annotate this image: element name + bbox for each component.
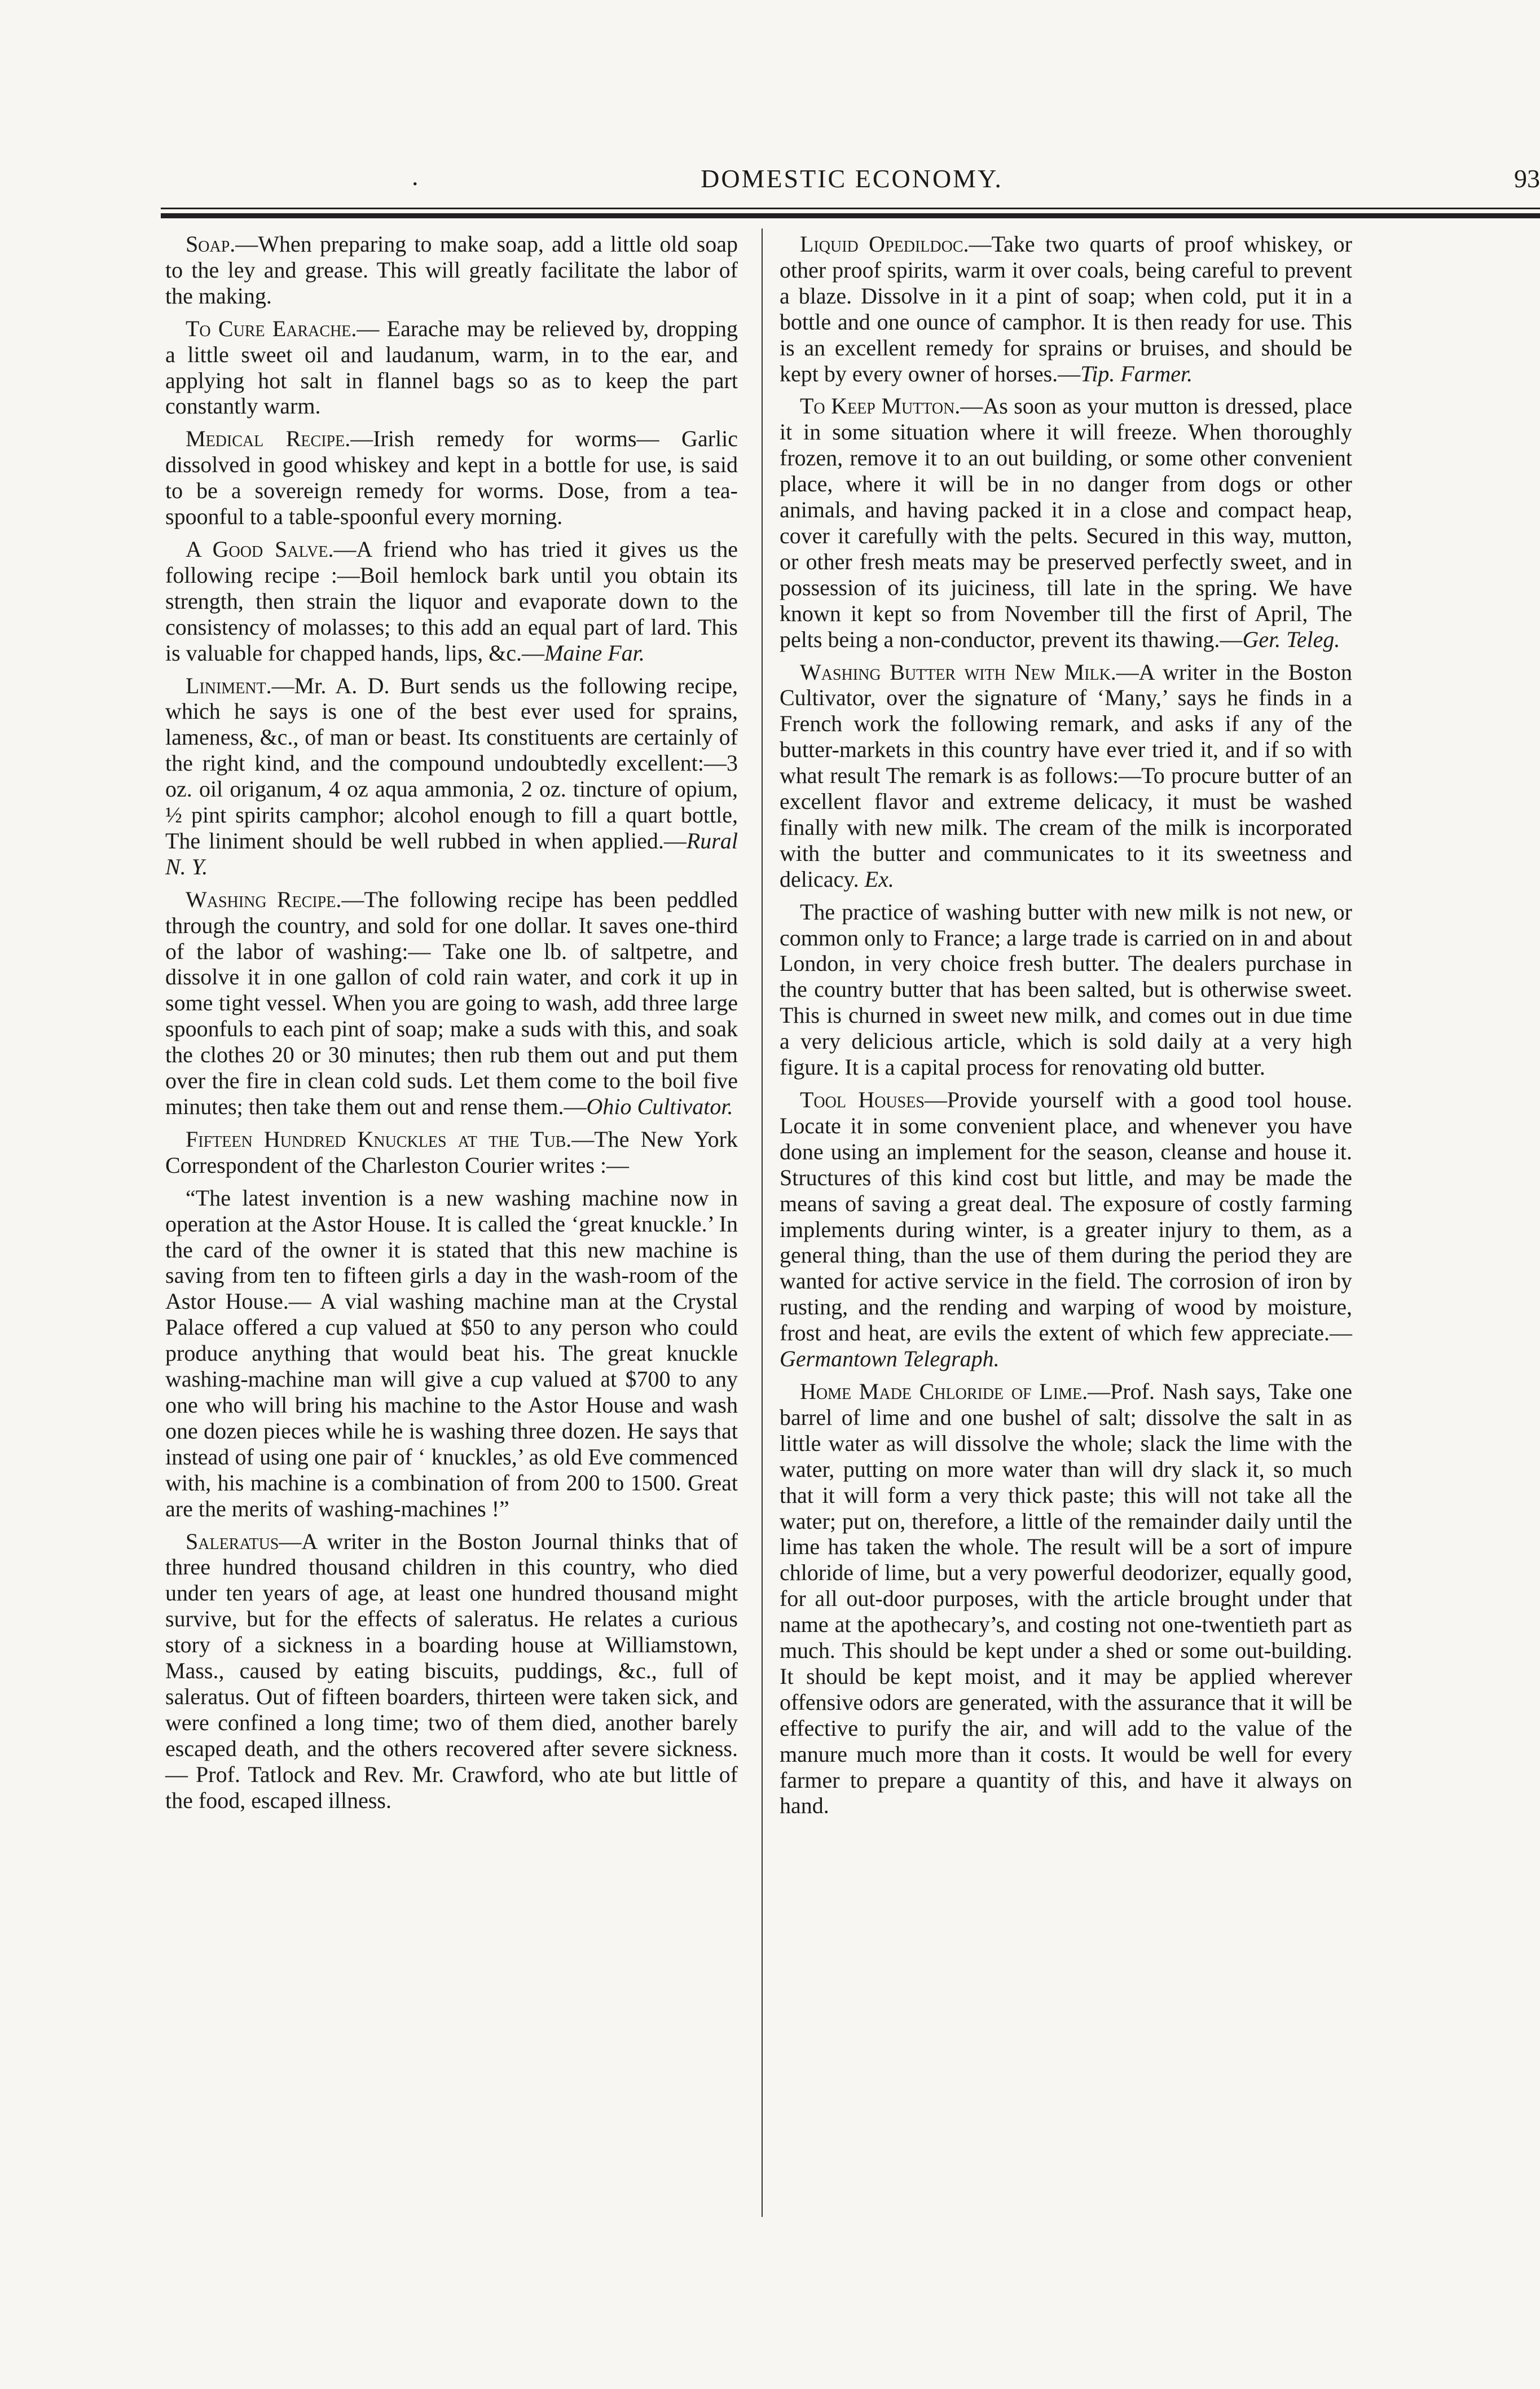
left-column [165, 231, 738, 1820]
article-body: —A writer in the Boston Cultivator, over the signature of ‘Many,’ says he finds in a French work the following remark, and asks if any of the butter-markets in this country have ever tried it, and if so with what result The remark is as follows:—To procure butter of an excellent flavor and extreme delicacy, it must be washed finally with new milk. The cream of the milk is incorporated with the butter and communicates to it its sweetness and delicacy. [780, 659, 1352, 892]
article-saleratus [165, 1529, 738, 1814]
header-dot: . [412, 162, 419, 191]
article-heading: To Keep Mutton. [800, 393, 961, 419]
article-body: “The latest invention is a new washing machine now in operation at the Astor House. It is called the ‘great knuckle.’ In the card of the owner it is stated that this new machine is saving from ten to fifteen girls a day in the wash-room of the Astor House.— A vial washing machine man at the Crystal Palace offered a cup valued at $50 to any person who could produce anything that would beat his. The great knuckle washing-machine man will give a cup valued at $700 to any one who will bring his machine to the Astor House and wash one dozen pieces while he is washing three dozen. He says that instead of using one pair of ‘ knuckles,’ as old Eve commenced with, his machine is a combination of from 200 to 1500. Great are the merits of washing-machines !” [165, 1185, 738, 1521]
article-body: —When preparing to make soap, add a little old soap to the ley and grease. This will greatly facilitate the labor of the making. [165, 231, 738, 309]
article-source: Maine Far. [544, 640, 645, 666]
running-head [164, 164, 1540, 203]
article-heading: Liniment. [186, 672, 272, 698]
article-keep-mutton [780, 393, 1352, 652]
header-rule-thin [161, 208, 1540, 209]
article-medical-recipe [165, 426, 738, 530]
article-body: —As soon as your mutton is dressed, place it in some situation where it will freeze. When thoroughly frozen, remove it to an out building, or some other convenient place, where it will be in no danger from dogs or other animals, and having packed it in a close and compact heap, cover it carefully with the pelts. Secured in this way, mutton, or other fresh meats may be preserved perfectly sweet, and in possession of its juiciness, till late in the spring. We have known it kept so from November till the first of April, The pelts being a non-conductor, prevent its thawing.— [780, 393, 1353, 652]
article-earache [165, 316, 738, 420]
article-body: —Prof. Nash says, Take one barrel of lime and one bushel of salt; dissolve the salt in as little water as will dissolve the whole; slack the lime with the water, putting on more water than will dry slack it, so much that it will form a very thick paste; this will not take all the water; put on, therefore, a little of the remainder daily until the lime has taken the whole. The result will be a sort of impure chloride of lime, but a very powerful deodorizer, equally good, for all out-door purposes, with the article brought under that name at the apothecary’s, and costing not one-twentieth part as much. This should be kept under a shed or some out-building. It should be kept moist, and it may be applied wherever offensive odors are generated, with the assurance that it will be effective to purify the air, and will add to the value of the manure much more than it costs. It would be well for every farmer to prepare a quantity of this, and have it always on hand. [780, 1378, 1352, 1819]
article-body: —The following recipe has been peddled through the country, and sold for one dollar. It saves one-third of the labor of washing:— Take one lb. of saltpetre, and dissolve it in one gallon of cold rain water, and cork it up in some tight vessel. When you are going to wash, add three large spoonfuls to each pint of soap; make a suds with this, and soak the clothes 20 or 30 minutes; then rub them out and put them over the fire in clean cold suds. Let them come to the boil five minutes; then take them out and rense them.— [165, 886, 738, 1119]
article-heading: Medical Recipe. [186, 426, 351, 452]
article-liquid-opedildoc [780, 231, 1352, 386]
article-tool-houses [780, 1087, 1352, 1372]
article-source: Ohio Cultivator. [586, 1094, 733, 1119]
article-fifteen-hundred-knuckles [165, 1127, 738, 1178]
article-heading: Liquid Opedildoc. [800, 231, 969, 257]
right-column [780, 231, 1352, 1825]
article-body: —A friend who has tried it gives us the following recipe :—Boil hemlock bark until you obtain its strength, then strain the liquor and evaporate down to the consistency of molasses; to this add an equal part of lard. This is valuable for chapped hands, lips, &c.— [165, 536, 738, 666]
running-title: DOMESTIC ECONOMY. [701, 164, 1003, 193]
page-number: 93 [1514, 164, 1540, 193]
article-chloride-of-lime [780, 1379, 1352, 1819]
article-good-salve [165, 536, 738, 666]
header-rule-thick [161, 213, 1540, 218]
article-heading: Tool Houses [800, 1087, 925, 1112]
article-heading: Home Made Chloride of Lime. [800, 1378, 1088, 1404]
article-heading: Saleratus [186, 1528, 279, 1554]
article-body: The practice of washing butter with new milk is not new, or common only to France; a large trade is carried on in and about London, in very choice fresh butter. The dealers purchase in the country butter that has been salted, but is otherwise sweet. This is churned in sweet new milk, and comes out in due time a very delicious article, which is sold daily at a very high figure. It is a capital process for renovating old butter. [780, 899, 1352, 1080]
article-liniment [165, 673, 738, 880]
column-divider [762, 228, 763, 2217]
article-source: Tip. Farmer. [1080, 360, 1193, 386]
article-body: —The New York Correspondent of the Charleston Courier writes :— [165, 1126, 738, 1178]
article-source: Ex. [864, 866, 894, 892]
article-heading: To Cure Earache. [186, 315, 357, 341]
article-body: — Earache may be relieved by, dropping a little sweet oil and laudanum, warm, in to the ear, and applying hot salt in flannel bags so as to keep the part constantly warm. [165, 315, 738, 419]
article-washing-butter [780, 659, 1352, 892]
article-butter-practice [780, 899, 1352, 1080]
article-source: Ger. Teleg. [1242, 626, 1340, 652]
article-body: —Mr. A. D. Burt sends us the following recipe, which he says is one of the best ever used for sprains, lameness, &c., of man or beast. Its constituents are certainly of the right kind, and the compound undoubtedly excellent:—3 oz. oil origanum, 4 oz aqua ammonia, 2 oz. tincture of opium, ½ pint spirits camphor; alcohol enough to fill a quart bottle, The liniment should be well rubbed in when applied.— [165, 672, 738, 853]
article-soap [165, 231, 738, 309]
article-heading: Soap. [186, 231, 236, 257]
article-heading: Washing Recipe. [186, 886, 342, 912]
article-quotation [165, 1185, 738, 1522]
article-heading: Fifteen Hundred Knuckles at the Tub. [186, 1126, 572, 1152]
article-body: —Take two quarts of proof whiskey, or other proof spirits, warm it over coals, being careful to prevent a blaze. Dissolve in it a pint of soap; when cold, put it in a bottle and one ounce of camphor. It is then ready for use. This is an excellent remedy for sprains or bruises, and should be kept by every owner of horses.— [780, 231, 1353, 386]
article-body: —Provide yourself with a good tool house. Locate it in some convenient place, and whenever you have done using an implement for the season, cleanse and house it. Structures of this kind cost but little, and may be made the means of saving a great deal. The exposure of costly farming implements during winter, is a greater injury to them, as a general thing, than the use of them during the period they are wanted for active service in the field. The corrosion of iron by rusting, and the rending and warping of wood by moisture, frost and heat, are evils the extent of which few appreciate.— [780, 1087, 1352, 1346]
article-source: Rural N. Y. [165, 828, 738, 879]
article-source: Germantown Telegraph. [780, 1346, 1000, 1372]
article-heading: A Good Salve. [186, 536, 334, 562]
article-body: —A writer in the Boston Journal thinks that of three hundred thousand children in this country, who died under ten years of age, at least one hundred thousand might survive, but for the effects of saleratus. He relates a curious story of a sickness in a boarding house at Williamstown, Mass., caused by eating biscuits, puddings, &c., full of saleratus. Out of fifteen boarders, thirteen were taken sick, and were confined a long time; two of them died, another barely escaped death, and the others recovered after severe sickness.— Prof. Tatlock and Rev. Mr. Crawford, who ate but little of the food, escaped illness. [165, 1528, 738, 1813]
article-washing-recipe [165, 887, 738, 1120]
article-heading: Washing Butter with New Milk. [800, 659, 1116, 685]
article-body: —Irish remedy for worms— Garlic dissolved in good whiskey and kept in a bottle for use, is said to be a sovereign remedy for worms. Dose, from a tea-spoonful to a table-spoonful every morning. [165, 426, 738, 530]
